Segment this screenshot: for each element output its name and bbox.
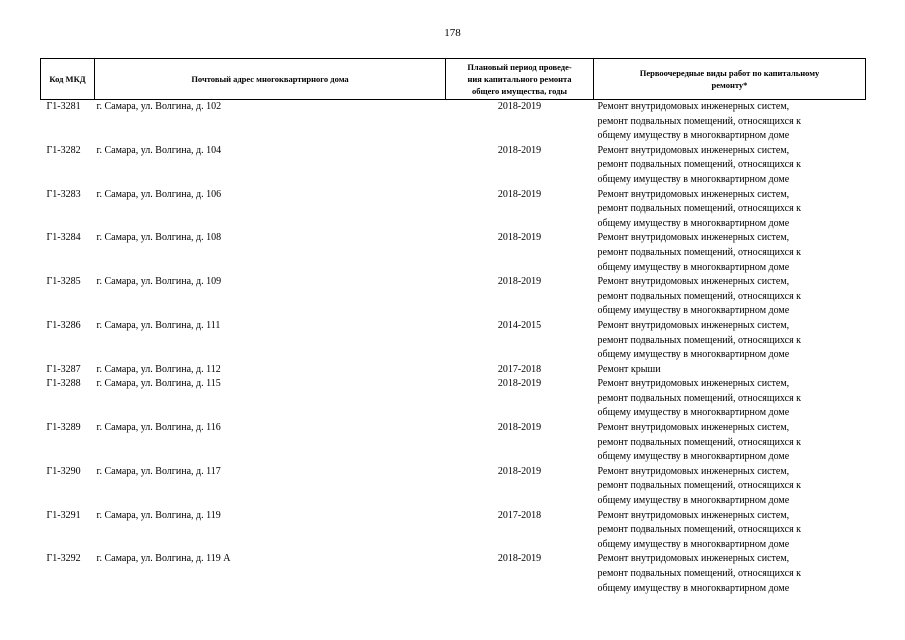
row-period-cell: 2017-2018: [497, 509, 542, 521]
row-code-cell: Г1-3290: [46, 465, 81, 477]
row-works-line: Ремонт внутридомовых инженерных систем,: [597, 509, 790, 521]
row-works-cell: [594, 231, 866, 275]
row-works-line: ремонт подвальных помещений, относящихся к: [597, 115, 802, 127]
row-address-cell: г. Самара, ул. Волгина, д. 106: [96, 188, 222, 200]
row-works-line: Ремонт внутридомовых инженерных систем,: [597, 465, 790, 477]
row-address-cell: г. Самара, ул. Волгина, д. 111: [96, 319, 221, 331]
header-works: [594, 59, 866, 100]
row-works-line: общему имуществу в многоквартирном доме: [597, 538, 790, 550]
row-works-cell: [594, 188, 866, 232]
table-body: [41, 100, 866, 597]
row-works-line: общему имуществу в многоквартирном доме: [597, 451, 790, 463]
row-period-cell: 2017-2018: [497, 363, 542, 375]
row-code-cell: Г1-3284: [46, 232, 81, 244]
row-works-line: ремонт подвальных помещений, относящихся к: [597, 246, 802, 258]
row-code-cell: Г1-3292: [46, 553, 81, 565]
row-address-cell: г. Самара, ул. Волгина, д. 108: [96, 232, 222, 244]
row-works-line: Ремонт внутридомовых инженерных систем,: [597, 144, 790, 156]
row-works-line: общему имуществу в многоквартирном доме: [597, 217, 790, 229]
row-address-cell: г. Самара, ул. Волгина, д. 117: [96, 465, 221, 477]
row-works-line: общему имуществу в многоквартирном доме: [597, 407, 790, 419]
row-works-line: ремонт подвальных помещений, относящихся к: [597, 334, 802, 346]
row-works-cell: [594, 421, 866, 465]
row-works-line: общему имуществу в многоквартирном доме: [597, 130, 790, 142]
row-works-line: общему имуществу в многоквартирном доме: [597, 173, 790, 185]
table-row: [41, 100, 866, 144]
repair-schedule-table: [40, 58, 866, 596]
table-row: [41, 319, 866, 363]
row-works-line: общему имуществу в многоквартирном доме: [597, 582, 790, 594]
row-address-cell: г. Самара, ул. Волгина, д. 115: [96, 378, 221, 390]
row-works-line: Ремонт внутридомовых инженерных систем,: [597, 276, 790, 288]
table-row: [41, 377, 866, 421]
row-code-cell: Г1-3287: [46, 363, 81, 375]
row-works-line: Ремонт внутридомовых инженерных систем,: [597, 101, 790, 112]
row-works-cell: [594, 100, 866, 144]
table-row: [41, 275, 866, 319]
row-works-line: ремонт подвальных помещений, относящихся к: [597, 392, 802, 404]
header-works-line: ремонту*: [711, 80, 748, 90]
row-works-cell: [594, 509, 866, 553]
row-works-line: Ремонт внутридомовых инженерных систем,: [597, 232, 790, 244]
row-works-line: ремонт подвальных помещений, относящихся к: [597, 203, 802, 215]
row-works-line: ремонт подвальных помещений, относящихся к: [597, 290, 802, 302]
row-works-cell: [594, 377, 866, 421]
row-works-line: ремонт подвальных помещений, относящихся к: [597, 436, 802, 448]
table-row: [41, 231, 866, 275]
row-period-cell: 2018-2019: [497, 378, 542, 390]
row-address-cell: г. Самара, ул. Волгина, д. 104: [96, 144, 222, 156]
row-works-line: Ремонт крыши: [597, 363, 661, 375]
row-works-line: общему имуществу в многоквартирном доме: [597, 349, 790, 361]
table-row: [41, 144, 866, 188]
row-period-cell: 2018-2019: [497, 465, 542, 477]
table-row: [41, 188, 866, 232]
row-period-cell: 2018-2019: [497, 101, 542, 112]
row-period-cell: 2014-2015: [497, 319, 542, 331]
row-works-cell: [594, 552, 866, 596]
row-code-cell: Г1-3286: [46, 319, 81, 331]
row-works-line: общему имуществу в многоквартирном доме: [597, 261, 790, 273]
row-period-cell: 2018-2019: [497, 276, 542, 288]
row-code-cell: Г1-3291: [46, 509, 81, 521]
header-code: Код МКД: [41, 59, 95, 100]
row-works-line: ремонт подвальных помещений, относящихся к: [597, 159, 802, 171]
row-period-cell: 2018-2019: [497, 188, 542, 200]
row-works-cell: [594, 319, 866, 363]
header-period: [446, 59, 594, 100]
row-works-line: ремонт подвальных помещений, относящихся к: [597, 480, 802, 492]
row-period-cell: 2018-2019: [497, 553, 542, 565]
row-works-cell: [594, 465, 866, 509]
row-address-cell: г. Самара, ул. Волгина, д. 112: [96, 363, 221, 375]
row-code-cell: Г1-3285: [46, 276, 81, 288]
row-works-cell: [594, 144, 866, 188]
row-works-line: Ремонт внутридомовых инженерных систем,: [597, 319, 790, 331]
row-address-cell: г. Самара, ул. Волгина, д. 109: [96, 276, 222, 288]
row-works-line: Ремонт внутридомовых инженерных систем,: [597, 553, 790, 565]
table-header: [41, 59, 866, 100]
header-period-line: Плановый период проведе-: [467, 62, 572, 72]
row-code-cell: Г1-3281: [46, 101, 81, 112]
row-code-cell: Г1-3282: [46, 144, 81, 156]
table-row: [41, 465, 866, 509]
row-code-cell: Г1-3289: [46, 422, 81, 434]
row-address-cell: г. Самара, ул. Волгина, д. 102: [96, 101, 222, 112]
row-period-cell: 2018-2019: [497, 232, 542, 244]
header-address: Почтовый адрес многоквартирного дома: [95, 59, 446, 100]
header-row: [41, 59, 866, 100]
header-works-line: Первоочередные виды работ по капитальному: [639, 68, 820, 78]
row-period-cell: 2018-2019: [497, 422, 542, 434]
page-number: 178: [444, 27, 461, 39]
row-works-line: общему имуществу в многоквартирном доме: [597, 495, 790, 507]
header-period-line: общего имущества, годы: [471, 86, 568, 96]
row-address-cell: г. Самара, ул. Волгина, д. 119: [96, 509, 221, 521]
row-address-cell: г. Самара, ул. Волгина, д. 116: [96, 422, 221, 434]
row-works-cell: [594, 275, 866, 319]
table-row: [41, 509, 866, 553]
row-code-cell: Г1-3288: [46, 378, 81, 390]
row-works-line: Ремонт внутридомовых инженерных систем,: [597, 378, 790, 390]
row-works-cell: [594, 363, 866, 378]
row-code-cell: Г1-3283: [46, 188, 81, 200]
table-row: [41, 552, 866, 596]
row-period-cell: 2018-2019: [497, 144, 542, 156]
row-works-line: Ремонт внутридомовых инженерных систем,: [597, 422, 790, 434]
row-works-line: ремонт подвальных помещений, относящихся к: [597, 568, 802, 579]
header-period-line: ния капитального ремонта: [467, 74, 572, 84]
row-works-line: ремонт подвальных помещений, относящихся к: [597, 524, 802, 536]
row-address-cell: г. Самара, ул. Волгина, д. 119 А: [96, 553, 231, 565]
table-row: [41, 363, 866, 378]
row-works-line: общему имуществу в многоквартирном доме: [597, 305, 790, 317]
table-row: [41, 421, 866, 465]
row-works-line: Ремонт внутридомовых инженерных систем,: [597, 188, 790, 200]
